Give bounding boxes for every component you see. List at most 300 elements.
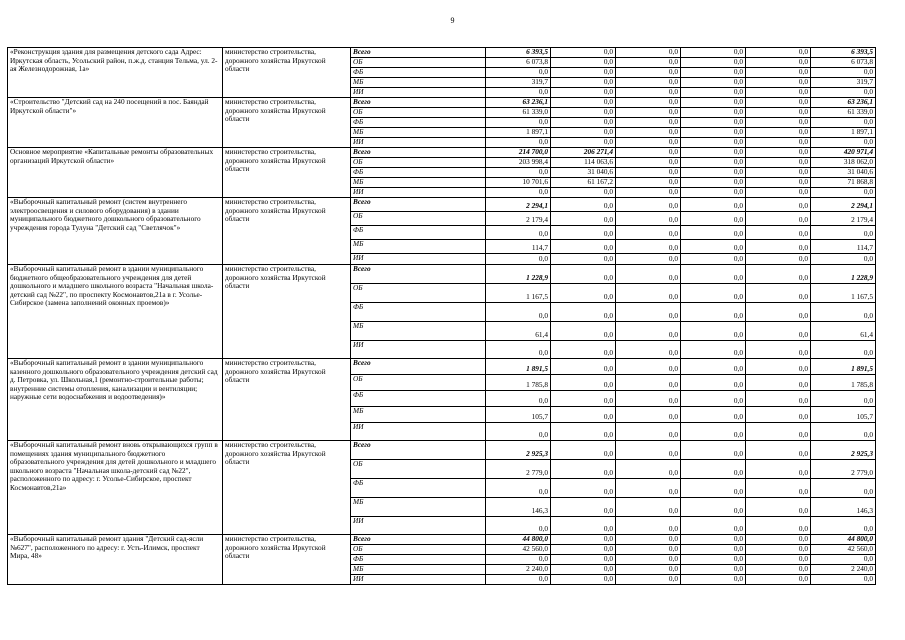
year-value-cell: 0,0 [616,148,681,158]
year-value-cell: 0,0 [616,108,681,118]
year-value-cell: 0,0 [681,168,746,178]
table-row [8,48,876,58]
total-value-cell: 319,7 [811,78,876,88]
year-value-cell: 0,0 [616,226,681,240]
year-value-cell: 0,0 [681,407,746,423]
funding-source-cell: МБ [351,128,486,138]
total-value-cell: 1 167,5 [811,284,876,303]
year-value-cell: 0,0 [681,303,746,322]
year-value-cell: 0,0 [551,322,616,341]
year-value-cell: 0,0 [616,575,681,585]
year-value-cell: 214 700,0 [486,148,551,158]
year-value-cell: 0,0 [551,284,616,303]
funding-source-cell: ОБ [351,284,486,303]
year-value-cell: 0,0 [616,48,681,58]
year-value-cell: 0,0 [551,98,616,108]
funding-source-cell: ИИ [351,254,486,265]
year-value-cell: 0,0 [746,226,811,240]
year-value-cell: 0,0 [616,138,681,148]
year-value-cell: 0,0 [681,322,746,341]
year-value-cell: 0,0 [551,303,616,322]
funding-source-cell: Всего [351,148,486,158]
year-value-cell: 0,0 [746,341,811,359]
funding-source-cell: ИИ [351,138,486,148]
executor-cell: министерство строительства, дорожного хозяйства Иркутской области [223,535,351,585]
year-value-cell: 0,0 [551,198,616,212]
year-value-cell: 1 167,5 [486,284,551,303]
year-value-cell: 0,0 [551,517,616,535]
year-value-cell: 0,0 [616,545,681,555]
year-value-cell: 0,0 [746,322,811,341]
total-value-cell: 2 179,4 [811,212,876,226]
funding-source-cell: ИИ [351,88,486,98]
table-row [8,265,876,284]
year-value-cell: 0,0 [486,68,551,78]
event-name-cell: «Выборочный капитальный ремонт вновь открывающихся групп в помещениях здания муниципального бюджетного образовательного учреждения для детей дошкольного и младшего школьного возраста "Начальная школа-детский сад №22", расположенного по адресу: г. Усолье-Сибирское, проспект Космонавтов,21а» [8,441,223,535]
year-value-cell: 0,0 [616,479,681,498]
year-value-cell: 0,0 [746,535,811,545]
year-value-cell: 0,0 [551,555,616,565]
funding-source-cell: ФБ [351,391,486,407]
year-value-cell: 0,0 [616,391,681,407]
total-value-cell: 42 560,0 [811,545,876,555]
funding-source-cell: МБ [351,178,486,188]
year-value-cell: 0,0 [746,565,811,575]
total-value-cell: 63 236,1 [811,98,876,108]
year-value-cell: 0,0 [746,284,811,303]
year-value-cell: 0,0 [616,88,681,98]
year-value-cell: 0,0 [486,341,551,359]
year-value-cell: 0,0 [681,158,746,168]
year-value-cell: 0,0 [681,535,746,545]
year-value-cell: 0,0 [681,498,746,517]
year-value-cell: 0,0 [681,68,746,78]
year-value-cell: 2 779,0 [486,460,551,479]
year-value-cell: 0,0 [616,158,681,168]
total-value-cell: 0,0 [811,254,876,265]
year-value-cell: 0,0 [746,517,811,535]
year-value-cell: 0,0 [746,240,811,254]
year-value-cell: 2 294,1 [486,198,551,212]
year-value-cell: 2 179,4 [486,212,551,226]
year-value-cell: 0,0 [746,78,811,88]
event-name-cell: «Строительство "Детский сад на 240 посещений в пос. Баяндай Иркутской области"» [8,98,223,148]
year-value-cell: 0,0 [551,58,616,68]
year-value-cell: 0,0 [746,555,811,565]
year-value-cell: 0,0 [616,535,681,545]
table-row [8,148,876,158]
funding-source-cell: МБ [351,78,486,88]
year-value-cell: 0,0 [616,565,681,575]
year-value-cell: 0,0 [746,98,811,108]
year-value-cell: 0,0 [746,188,811,198]
year-value-cell: 0,0 [551,212,616,226]
funding-source-cell: Всего [351,265,486,284]
year-value-cell: 0,0 [746,68,811,78]
year-value-cell: 0,0 [616,78,681,88]
total-value-cell: 31 040,6 [811,168,876,178]
funding-source-cell: МБ [351,498,486,517]
total-value-cell: 0,0 [811,391,876,407]
year-value-cell: 0,0 [681,212,746,226]
year-value-cell: 0,0 [681,359,746,375]
funding-source-cell: Всего [351,198,486,212]
year-value-cell: 0,0 [746,158,811,168]
year-value-cell: 0,0 [681,565,746,575]
total-value-cell: 0,0 [811,118,876,128]
year-value-cell: 0,0 [746,58,811,68]
year-value-cell: 0,0 [746,118,811,128]
year-value-cell: 0,0 [616,423,681,441]
total-value-cell: 6 073,8 [811,58,876,68]
year-value-cell: 0,0 [681,128,746,138]
year-value-cell: 0,0 [551,375,616,391]
year-value-cell: 2 240,0 [486,565,551,575]
total-value-cell: 0,0 [811,68,876,78]
funding-source-cell: Всего [351,359,486,375]
year-value-cell: 61 167,2 [551,178,616,188]
event-name-cell: «Выборочный капитальный ремонт в здании муниципального казенного дошкольного образовательного учреждения детский сад д. Петровка, ул. Школьная,1 (ремонтно-строительные работы; внутренние системы отопления, канализации и вентиляции; наружные сети водоснабжения и водоотведения)» [8,359,223,441]
year-value-cell: 0,0 [746,303,811,322]
total-value-cell: 105,7 [811,407,876,423]
year-value-cell: 0,0 [681,226,746,240]
total-value-cell: 420 971,4 [811,148,876,158]
total-value-cell: 0,0 [811,479,876,498]
year-value-cell: 0,0 [681,545,746,555]
year-value-cell: 0,0 [681,148,746,158]
year-value-cell: 0,0 [746,545,811,555]
total-value-cell: 0,0 [811,226,876,240]
year-value-cell: 0,0 [681,460,746,479]
year-value-cell: 1 891,5 [486,359,551,375]
year-value-cell: 0,0 [746,88,811,98]
funding-source-cell: ФБ [351,118,486,128]
year-value-cell: 0,0 [746,460,811,479]
funding-source-cell: ОБ [351,460,486,479]
year-value-cell: 0,0 [551,565,616,575]
year-value-cell: 0,0 [486,118,551,128]
total-value-cell: 0,0 [811,575,876,585]
year-value-cell: 0,0 [551,254,616,265]
year-value-cell: 0,0 [616,98,681,108]
funding-source-cell: ОБ [351,58,486,68]
funding-source-cell: ИИ [351,517,486,535]
year-value-cell: 0,0 [551,78,616,88]
year-value-cell: 114,7 [486,240,551,254]
funding-source-cell: Всего [351,441,486,460]
year-value-cell: 0,0 [746,48,811,58]
year-value-cell: 0,0 [681,198,746,212]
year-value-cell: 0,0 [616,178,681,188]
executor-cell: министерство строительства, дорожного хозяйства Иркутской области [223,198,351,265]
total-value-cell: 0,0 [811,188,876,198]
funding-source-cell: Всего [351,48,486,58]
year-value-cell: 1 228,9 [486,265,551,284]
year-value-cell: 0,0 [616,198,681,212]
total-value-cell: 0,0 [811,303,876,322]
funding-source-cell: ИИ [351,575,486,585]
year-value-cell: 0,0 [616,441,681,460]
funding-source-cell: ОБ [351,375,486,391]
table-row [8,535,876,545]
year-value-cell: 0,0 [486,188,551,198]
year-value-cell: 0,0 [486,575,551,585]
year-value-cell: 0,0 [551,359,616,375]
year-value-cell: 0,0 [486,391,551,407]
year-value-cell: 0,0 [551,498,616,517]
year-value-cell: 0,0 [616,128,681,138]
year-value-cell: 0,0 [681,118,746,128]
year-value-cell: 6 073,8 [486,58,551,68]
year-value-cell: 0,0 [486,555,551,565]
year-value-cell: 0,0 [681,375,746,391]
year-value-cell: 0,0 [746,128,811,138]
year-value-cell: 42 560,0 [486,545,551,555]
year-value-cell: 0,0 [746,168,811,178]
year-value-cell: 1 785,8 [486,375,551,391]
year-value-cell: 0,0 [616,168,681,178]
year-value-cell: 0,0 [616,188,681,198]
year-value-cell: 10 701,6 [486,178,551,188]
year-value-cell: 0,0 [746,212,811,226]
year-value-cell: 0,0 [746,407,811,423]
event-name-cell: Основное мероприятие «Капитальные ремонты образовательных организаций Иркутской области» [8,148,223,198]
year-value-cell: 0,0 [681,108,746,118]
year-value-cell: 0,0 [681,284,746,303]
total-value-cell: 0,0 [811,517,876,535]
year-value-cell: 0,0 [681,254,746,265]
year-value-cell: 0,0 [486,88,551,98]
year-value-cell: 1 897,1 [486,128,551,138]
year-value-cell: 0,0 [681,48,746,58]
year-value-cell: 0,0 [551,138,616,148]
year-value-cell: 0,0 [486,138,551,148]
total-value-cell: 318 062,0 [811,158,876,168]
table-row [8,98,876,108]
year-value-cell: 0,0 [681,78,746,88]
year-value-cell: 0,0 [746,254,811,265]
funding-source-cell: ФБ [351,226,486,240]
year-value-cell: 203 998,4 [486,158,551,168]
executor-cell: министерство строительства, дорожного хозяйства Иркутской области [223,98,351,148]
year-value-cell: 0,0 [616,265,681,284]
year-value-cell: 0,0 [681,240,746,254]
total-value-cell: 71 868,8 [811,178,876,188]
table-row [8,198,876,212]
event-name-cell: «Реконструкция здания для размещения детского сада Адрес: Иркутская область, Усольский район, п.ж.д. станция Тельма, ул. 2-ая Железнодорожная, 1а» [8,48,223,98]
total-value-cell: 114,7 [811,240,876,254]
year-value-cell: 0,0 [746,498,811,517]
funding-source-cell: ФБ [351,303,486,322]
funding-source-cell: ФБ [351,555,486,565]
year-value-cell: 0,0 [681,178,746,188]
year-value-cell: 105,7 [486,407,551,423]
year-value-cell: 0,0 [616,322,681,341]
year-value-cell: 0,0 [616,555,681,565]
table-body [8,48,876,585]
year-value-cell: 0,0 [746,198,811,212]
year-value-cell: 0,0 [486,479,551,498]
budget-table [7,47,876,585]
executor-cell: министерство строительства, дорожного хозяйства Иркутской области [223,265,351,359]
year-value-cell: 0,0 [746,375,811,391]
year-value-cell: 206 271,4 [551,148,616,158]
year-value-cell: 0,0 [616,58,681,68]
funding-source-cell: ИИ [351,188,486,198]
total-value-cell: 2 294,1 [811,198,876,212]
year-value-cell: 0,0 [746,108,811,118]
funding-source-cell: ОБ [351,158,486,168]
year-value-cell: 0,0 [746,423,811,441]
year-value-cell: 0,0 [616,118,681,128]
year-value-cell: 0,0 [746,575,811,585]
year-value-cell: 0,0 [551,188,616,198]
funding-source-cell: Всего [351,535,486,545]
funding-source-cell: МБ [351,407,486,423]
funding-source-cell: МБ [351,322,486,341]
year-value-cell: 319,7 [486,78,551,88]
year-value-cell: 0,0 [551,423,616,441]
page-number: 9 [450,16,455,25]
year-value-cell: 0,0 [616,498,681,517]
funding-source-cell: ОБ [351,545,486,555]
year-value-cell: 0,0 [681,138,746,148]
year-value-cell: 0,0 [681,88,746,98]
year-value-cell: 0,0 [616,517,681,535]
total-value-cell: 1 228,9 [811,265,876,284]
year-value-cell: 0,0 [681,555,746,565]
year-value-cell: 0,0 [551,265,616,284]
event-name-cell: «Выборочный капитальный ремонт (систем внутреннего электроосвещения и силового оборудования) в здании муниципального бюджетного дошкольного образовательного учреждения города Тулуна "Детский сад "Светлячок"» [8,198,223,265]
total-value-cell: 61 339,0 [811,108,876,118]
funding-source-cell: ОБ [351,108,486,118]
total-value-cell: 61,4 [811,322,876,341]
year-value-cell: 0,0 [551,108,616,118]
event-name-cell: «Выборочный капитальный ремонт в здании муниципального бюджетного общеобразовательного учреждения для детей дошкольного и младшего школьного возраста "Начальная школа-детский сад №22", по проспекту Космонавтов,21а в г. Усолье-Сибирское (замена заполнений оконных проемов)» [8,265,223,359]
funding-source-cell: ФБ [351,168,486,178]
year-value-cell: 0,0 [551,341,616,359]
total-value-cell: 2 240,0 [811,565,876,575]
total-value-cell: 1 897,1 [811,128,876,138]
total-value-cell: 2 779,0 [811,460,876,479]
total-value-cell: 0,0 [811,341,876,359]
funding-source-cell: Всего [351,98,486,108]
year-value-cell: 0,0 [681,479,746,498]
year-value-cell: 0,0 [616,284,681,303]
year-value-cell: 0,0 [746,138,811,148]
year-value-cell: 44 800,0 [486,535,551,545]
year-value-cell: 0,0 [551,407,616,423]
year-value-cell: 0,0 [681,341,746,359]
executor-cell: министерство строительства, дорожного хозяйства Иркутской области [223,359,351,441]
table-row [8,359,876,375]
total-value-cell: 0,0 [811,423,876,441]
year-value-cell: 0,0 [616,375,681,391]
year-value-cell: 0,0 [551,48,616,58]
year-value-cell: 114 063,6 [551,158,616,168]
funding-source-cell: МБ [351,565,486,575]
executor-cell: министерство строительства, дорожного хозяйства Иркутской области [223,148,351,198]
event-name-cell: «Выборочный капитальный ремонт здания "Детский сад-ясли №627", расположенного по адресу: г. Усть-Илимск, проспект Мира, 48» [8,535,223,585]
executor-cell: министерство строительства, дорожного хозяйства Иркутской области [223,441,351,535]
year-value-cell: 0,0 [746,178,811,188]
year-value-cell: 0,0 [551,226,616,240]
year-value-cell: 0,0 [551,535,616,545]
year-value-cell: 0,0 [681,58,746,68]
funding-source-cell: ОБ [351,212,486,226]
year-value-cell: 0,0 [551,545,616,555]
year-value-cell: 0,0 [746,479,811,498]
year-value-cell: 0,0 [616,240,681,254]
year-value-cell: 0,0 [616,359,681,375]
year-value-cell: 0,0 [681,98,746,108]
year-value-cell: 0,0 [746,265,811,284]
year-value-cell: 0,0 [551,240,616,254]
year-value-cell: 0,0 [616,407,681,423]
year-value-cell: 0,0 [681,517,746,535]
year-value-cell: 0,0 [486,168,551,178]
year-value-cell: 0,0 [746,359,811,375]
year-value-cell: 0,0 [746,441,811,460]
total-value-cell: 0,0 [811,555,876,565]
total-value-cell: 44 800,0 [811,535,876,545]
total-value-cell: 0,0 [811,138,876,148]
year-value-cell: 0,0 [551,118,616,128]
funding-source-cell: ИИ [351,423,486,441]
total-value-cell: 0,0 [811,88,876,98]
year-value-cell: 0,0 [681,265,746,284]
funding-source-cell: ФБ [351,479,486,498]
year-value-cell: 61 339,0 [486,108,551,118]
year-value-cell: 0,0 [551,391,616,407]
year-value-cell: 0,0 [551,441,616,460]
year-value-cell: 0,0 [551,128,616,138]
year-value-cell: 0,0 [681,391,746,407]
year-value-cell: 0,0 [486,423,551,441]
year-value-cell: 0,0 [486,254,551,265]
year-value-cell: 0,0 [551,460,616,479]
year-value-cell: 0,0 [616,254,681,265]
year-value-cell: 0,0 [616,212,681,226]
total-value-cell: 6 393,5 [811,48,876,58]
total-value-cell: 2 925,3 [811,441,876,460]
funding-source-cell: МБ [351,240,486,254]
executor-cell: министерство строительства, дорожного хозяйства Иркутской области [223,48,351,98]
year-value-cell: 0,0 [746,391,811,407]
year-value-cell: 0,0 [551,479,616,498]
total-value-cell: 1 785,8 [811,375,876,391]
year-value-cell: 146,3 [486,498,551,517]
table-row [8,441,876,460]
year-value-cell: 0,0 [486,226,551,240]
year-value-cell: 0,0 [616,68,681,78]
year-value-cell: 2 925,3 [486,441,551,460]
year-value-cell: 0,0 [681,575,746,585]
year-value-cell: 0,0 [616,341,681,359]
funding-source-cell: ИИ [351,341,486,359]
year-value-cell: 0,0 [551,575,616,585]
year-value-cell: 0,0 [551,88,616,98]
total-value-cell: 1 891,5 [811,359,876,375]
year-value-cell: 0,0 [616,303,681,322]
year-value-cell: 61,4 [486,322,551,341]
year-value-cell: 6 393,5 [486,48,551,58]
funding-source-cell: ФБ [351,68,486,78]
year-value-cell: 31 040,6 [551,168,616,178]
year-value-cell: 0,0 [681,423,746,441]
year-value-cell: 0,0 [681,188,746,198]
year-value-cell: 0,0 [746,148,811,158]
